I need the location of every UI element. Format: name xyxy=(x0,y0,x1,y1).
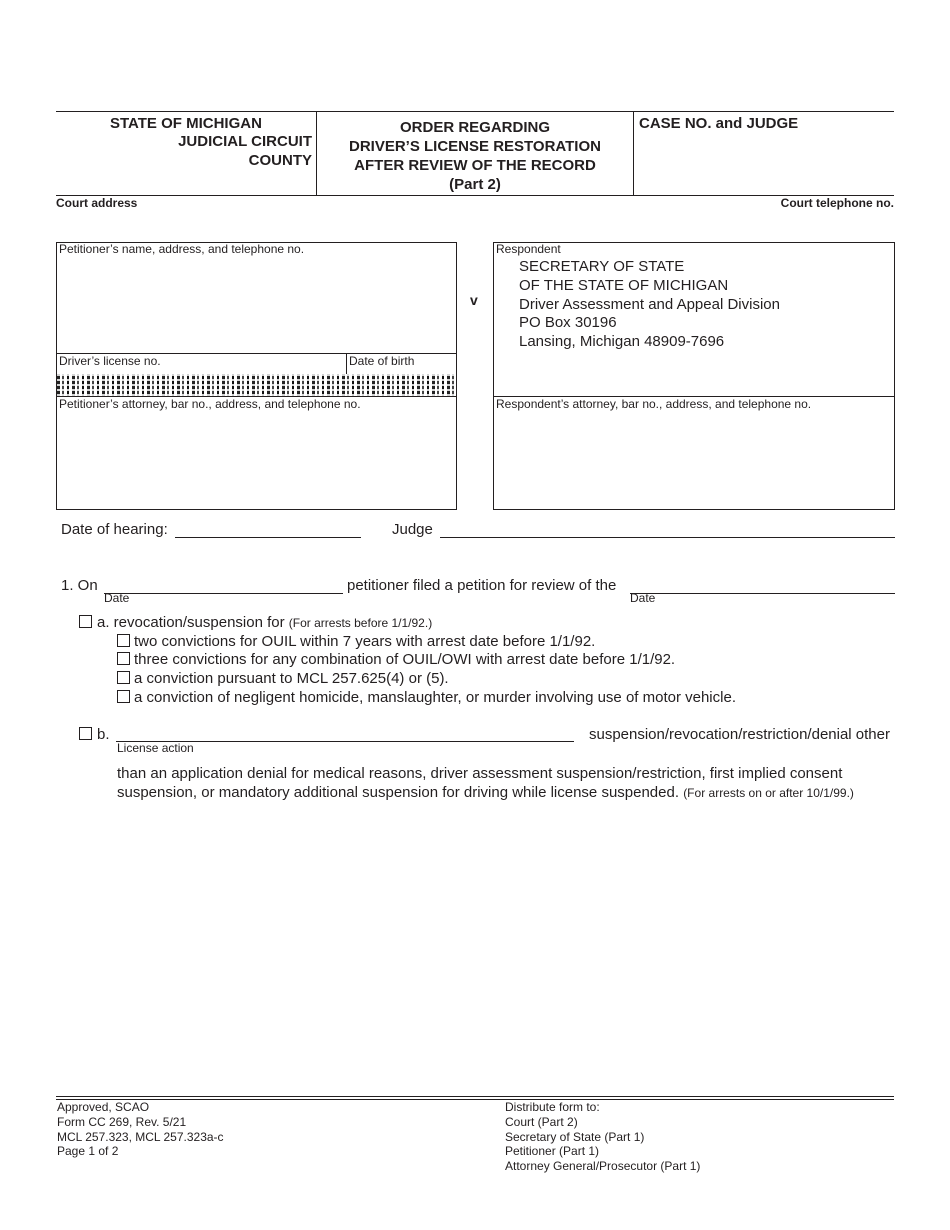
form-title-line4: (Part 2) xyxy=(449,176,501,193)
option-b-label: b. xyxy=(97,726,110,743)
footer-rule-top xyxy=(56,1096,894,1097)
header-divider-right xyxy=(633,111,634,196)
footer-approved: Approved, SCAO xyxy=(57,1100,150,1114)
option-b-checkbox[interactable] xyxy=(79,727,92,740)
respondent-line2: OF THE STATE OF MICHIGAN xyxy=(519,276,729,294)
respondent-line1: SECRETARY OF STATE xyxy=(519,258,685,275)
form-title-line3: AFTER REVIEW OF THE RECORD xyxy=(354,157,596,174)
license-action-caption: License action xyxy=(117,741,194,755)
petition-date-field[interactable] xyxy=(104,593,343,594)
respondent-line4: PO Box 30196 xyxy=(519,314,617,332)
option-a-label xyxy=(97,614,432,631)
action-date-field[interactable] xyxy=(630,593,895,594)
header-divider-left xyxy=(316,111,317,196)
form-title xyxy=(318,118,632,194)
petition-date-caption: Date xyxy=(104,591,130,605)
drivers-license-label: Driver’s license no. xyxy=(59,354,161,368)
option-a4-text: a conviction of negligent homicide, manslaughter, or murder involving use of motor vehicle. xyxy=(134,689,736,706)
footer-left xyxy=(57,1100,224,1159)
option-a3-text: a conviction pursuant to MCL 257.625(4) or (5). xyxy=(134,670,449,687)
respondent-attorney-label: Respondent’s attorney, bar no., address, and telephone no. xyxy=(496,397,812,411)
footer-mcl: MCL 257.323, MCL 257.323a-c xyxy=(57,1129,224,1144)
option-b-text-line2 xyxy=(117,783,907,803)
footer-distribute-court: Court (Part 2) xyxy=(505,1114,578,1129)
option-a-note: (For arrests before 1/1/92.) xyxy=(288,616,433,630)
footer-distribute-sos: Secretary of State (Part 1) xyxy=(505,1129,645,1144)
case-no-label: CASE NO. and JUDGE xyxy=(639,115,799,132)
form-title-line1: ORDER REGARDING xyxy=(399,119,550,136)
respondent-address xyxy=(519,258,780,352)
state-label: STATE OF MICHIGAN xyxy=(110,115,262,132)
respondent-line3: Driver Assessment and Appeal Division xyxy=(519,295,780,313)
footer-page-number: Page 1 of 2 xyxy=(57,1144,119,1159)
judge-field[interactable] xyxy=(440,537,895,538)
header-top-rule xyxy=(56,111,894,112)
footer-distribute-petitioner: Petitioner (Part 1) xyxy=(505,1144,600,1159)
court-phone-label: Court telephone no. xyxy=(780,196,894,210)
option-a3-checkbox[interactable] xyxy=(117,671,130,684)
option-b-suffix: suspension/revocation/restriction/denial other xyxy=(588,726,890,743)
petitioner-name-label: Petitioner’s name, address, and telephone no. xyxy=(59,242,305,256)
option-a4-checkbox[interactable] xyxy=(117,690,130,703)
date-of-hearing-label: Date of hearing: xyxy=(61,521,168,538)
footer-form-number: Form CC 269, Rev. 5/21 xyxy=(57,1114,187,1129)
option-b-note: (For arrests on or after 10/1/99.) xyxy=(683,786,854,800)
item1-middle-text: petitioner filed a petition for review of the xyxy=(347,577,617,594)
option-a-text: a. revocation/suspension for xyxy=(97,614,285,631)
petitioner-attorney-label: Petitioner’s attorney, bar no., address, and telephone no. xyxy=(59,397,361,411)
county-label: COUNTY xyxy=(248,152,312,169)
judicial-circuit-label: JUDICIAL CIRCUIT xyxy=(178,133,312,150)
option-a-checkbox[interactable] xyxy=(79,615,92,628)
option-a1-checkbox[interactable] xyxy=(117,634,130,647)
option-a2-text: three convictions for any combination of OUIL/OWI with arrest date before 1/1/92. xyxy=(134,651,676,668)
option-a2-checkbox[interactable] xyxy=(117,652,130,665)
versus-label: v xyxy=(470,292,478,308)
respondent-line5: Lansing, Michigan 48909-7696 xyxy=(519,333,725,351)
redacted-license-data xyxy=(57,374,456,396)
item1-prefix: 1. On xyxy=(61,577,98,594)
option-b-text-line2-main: suspension, or mandatory additional suspension for driving while license suspended. xyxy=(117,784,680,801)
form-title-line2: DRIVER’S LICENSE RESTORATION xyxy=(349,138,601,155)
footer-right xyxy=(505,1100,700,1174)
judge-label: Judge xyxy=(392,521,433,538)
footer-distribute-label: Distribute form to: xyxy=(505,1100,600,1114)
respondent-label: Respondent xyxy=(496,242,561,256)
option-b-text-line1: than an application denial for medical reasons, driver assessment suspension/restriction, first implied consent xyxy=(117,765,843,782)
court-address-label: Court address xyxy=(56,196,138,210)
date-of-hearing-field[interactable] xyxy=(175,537,361,538)
date-of-birth-label: Date of birth xyxy=(349,354,415,368)
option-a1-text: two convictions for OUIL within 7 years with arrest date before 1/1/92. xyxy=(134,633,596,650)
action-date-caption: Date xyxy=(630,591,656,605)
footer-distribute-ag: Attorney General/Prosecutor (Part 1) xyxy=(505,1159,701,1174)
option-b-description xyxy=(117,764,907,803)
header-bottom-rule xyxy=(56,195,894,196)
